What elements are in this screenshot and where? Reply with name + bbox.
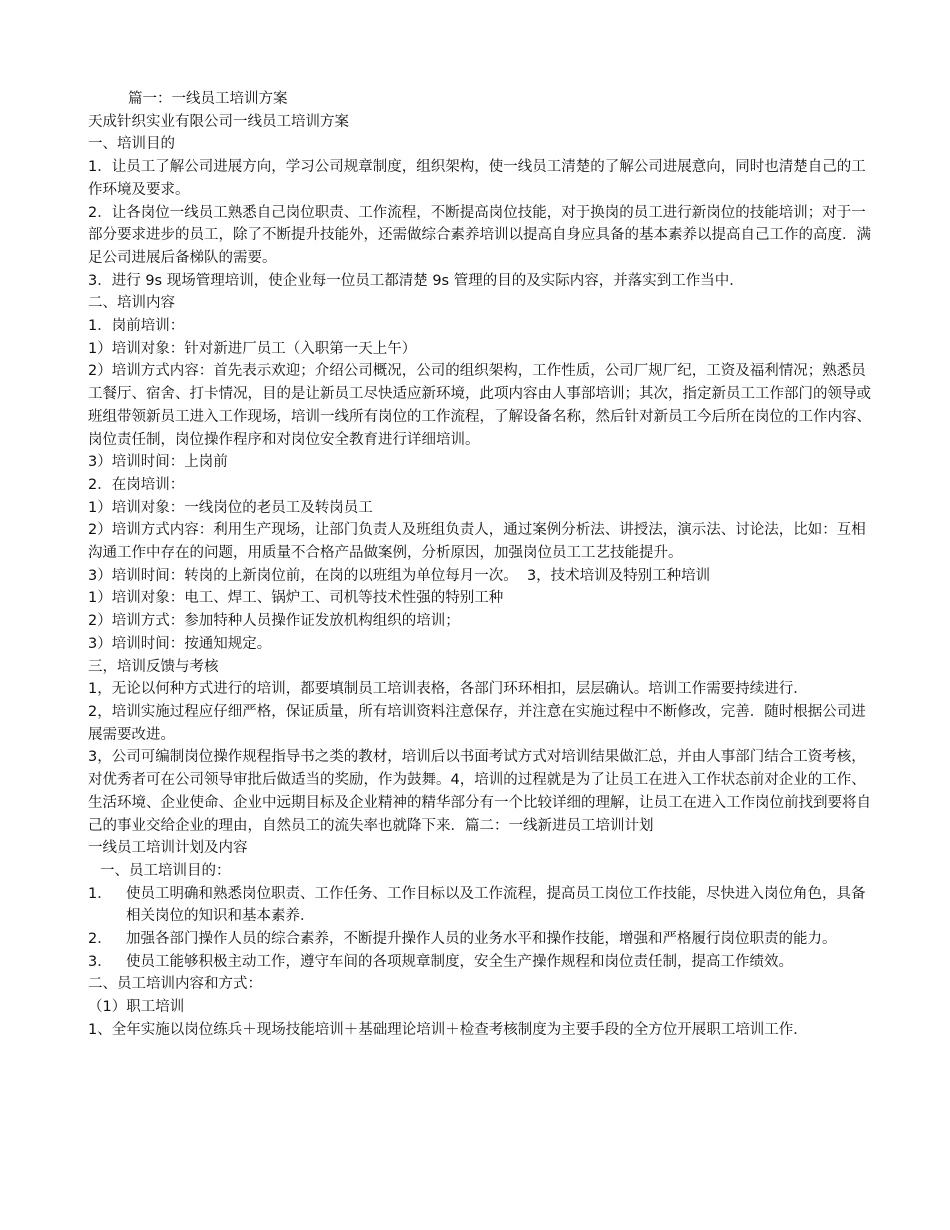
list-text: 使员工能够积极主动工作，遵守车间的各项规章制度，安全生产操作规程和岗位责任制，提高工作绩效。 — [126, 953, 793, 970]
heading: 一、员工培训目的： — [100, 862, 231, 879]
document-body — [88, 88, 878, 1042]
paragraph: 1，无论以何种方式进行的培训，都要填制员工培训表格，各部门环环相扣，层层确认。培训工作需要持续进行． — [88, 681, 808, 698]
list-number: 3． — [88, 953, 112, 970]
section-title: 篇一：一线员工培训方案 — [128, 91, 288, 107]
list-text: 使员工明确和熟悉岗位职责、工作任务、工作目标以及工作流程，提高员工岗位工作技能，尽快进入岗位角色，具备相关岗位的知识和基本素养． — [126, 885, 866, 925]
paragraph: 1）培训对象：针对新进厂员工（入职第一天上午） — [88, 340, 417, 357]
list-item — [88, 951, 878, 974]
paragraph: 2，培训实施过程应仔细严格，保证质量，所有培训资料注意保存，并注意在实施过程中不断修改，完善．随时根据公司进展需要改进。 — [88, 703, 866, 743]
paragraph: 3．进行 9s 现场管理培训，使企业每一位员工都清楚 9s 管理的目的及实际内容，并落实到工作当中． — [88, 272, 744, 289]
document-title: 天成针织实业有限公司一线员工培训方案 — [88, 113, 349, 130]
heading: 三，培训反馈与考核 — [88, 658, 219, 675]
paragraph: 1）培训对象：电工、焊工、锅炉工、司机等技术性强的特别工种 — [88, 590, 504, 607]
subheading: （1）职工培训 — [88, 999, 185, 1016]
list-number: 2． — [88, 931, 112, 948]
heading: 二、培训内容 — [88, 295, 175, 312]
heading: 一、培训目的 — [88, 136, 175, 153]
subheading: 2．在岗培训： — [88, 476, 185, 493]
paragraph: 2）培训方式：参加特种人员操作证发放机构组织的培训； — [88, 613, 460, 630]
paragraph: 1）培训对象：一线岗位的老员工及转岗员工 — [88, 499, 373, 516]
subheading: 一线员工培训计划及内容 — [88, 840, 248, 857]
list-item — [88, 928, 878, 951]
paragraph: 3，公司可编制岗位操作规程指导书之类的教材，培训后以书面考试方式对培训结果做汇总，并由人事部门结合工资考核，对优秀者可在公司领导审批后做适当的奖励，作为鼓舞。4，培训的过程就是为了让员工在进入工作状态前对企业的工作、生活环境、企业使命、企业中远期目标及企业精神的精华部分有一个比较详细的理解，让员工在进入工作岗位前找到要将自己的事业交给企业的理由，自然员工的流失率也就降下来．篇二：一线新进员工培训计划 — [88, 749, 871, 834]
list-item — [88, 883, 878, 928]
subheading: 1．岗前培训： — [88, 318, 185, 335]
paragraph: 3）培训时间：上岗前 — [88, 454, 228, 471]
paragraph: 2．让各岗位一线员工熟悉自己岗位职责、工作流程，不断提高岗位技能，对于换岗的员工进行新岗位的技能培训；对于一部分要求进步的员工，除了不断提升技能外，还需做综合素养培训以提高自身应具备的基本素养以提高自己工作的高度．满足公司进展后备梯队的需要。 — [88, 204, 871, 266]
paragraph: 2）培训方式内容：利用生产现场，让部门负责人及班组负责人，通过案例分析法、讲授法，演示法、讨论法，比如：互相沟通工作中存在的问题，用质量不合格产品做案例，分析原因，加强岗位员工工艺技能提升。 — [88, 522, 866, 562]
paragraph: 2）培训方式内容：首先表示欢迎；介绍公司概况，公司的组织架构，工作性质，公司厂规厂纪，工资及福利情况；熟悉员工餐厅、宿舍、打卡情况，目的是让新员工尽快适应新环境，此项内容由人事部培训；其次，指定新员工工作部门的领导或班组带领新员工进入工作现场，培训一线所有岗位的工作流程，了解设备名称，然后针对新员工今后所在岗位的工作内容、岗位责任制，岗位操作程序和对岗位安全教育进行详细培训。 — [88, 363, 871, 448]
paragraph: 3）培训时间：按通知规定。 — [88, 635, 272, 652]
paragraph: 1．让员工了解公司进展方向，学习公司规章制度，组织架构，使一线员工清楚的了解公司进展意向，同时也清楚自己的工作环境及要求。 — [88, 159, 866, 198]
list-number: 1． — [88, 885, 112, 902]
list-text: 加强各部门操作人员的综合素养，不断提升操作人员的业务水平和操作技能，增强和严格履行岗位职责的能力。 — [126, 931, 837, 948]
paragraph: 1、全年实施以岗位练兵＋现场技能培训＋基础理论培训＋检查考核制度为主要手段的全方位开展职工培训工作． — [88, 1021, 808, 1038]
heading: 二、员工培训内容和方式： — [88, 976, 262, 993]
paragraph: 3）培训时间：转岗的上新岗位前，在岗的以班组为单位每月一次。 3，技术培训及特别工种培训 — [88, 567, 711, 584]
